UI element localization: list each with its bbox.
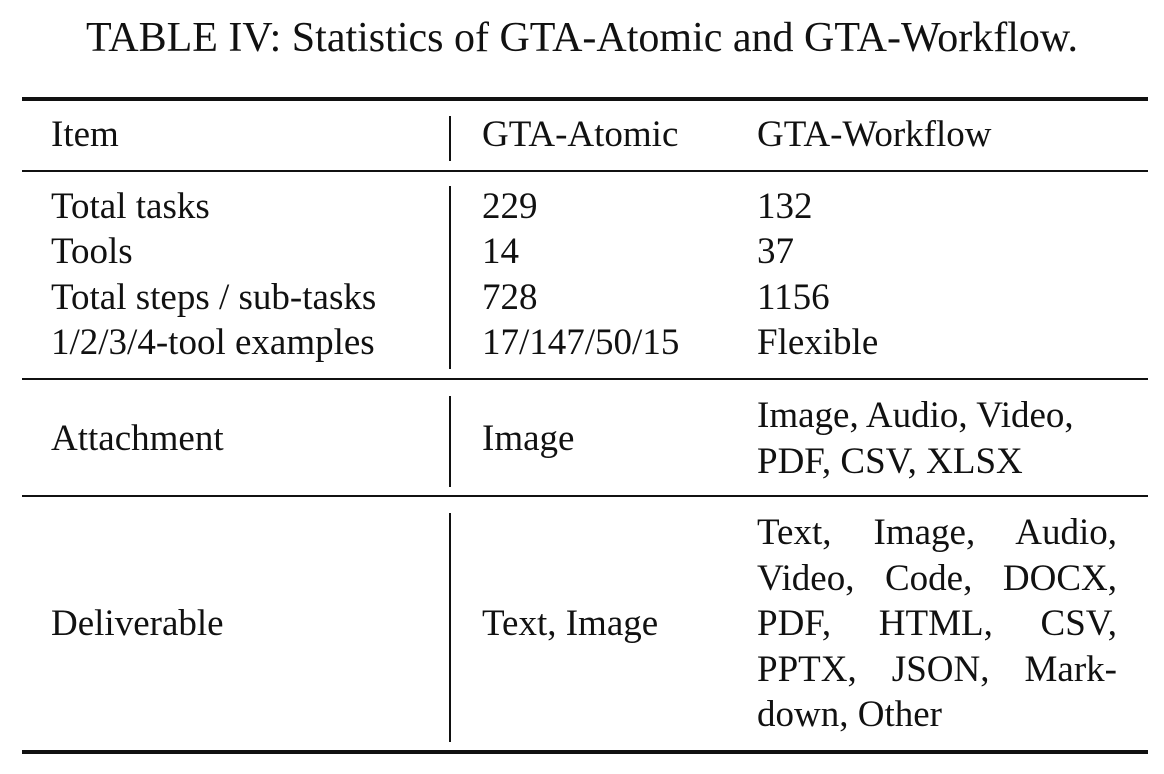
column-separator-attachment <box>449 396 451 487</box>
deliverable-gta-workflow-line: PPTX, JSON, Mark- <box>757 649 1117 690</box>
header-item: Item <box>51 114 119 155</box>
deliverable-label: Deliverable <box>51 603 224 644</box>
gta-workflow-value: Flexible <box>757 322 879 363</box>
attachment-label: Attachment <box>51 418 224 459</box>
attachment-gta-workflow-line: PDF, CSV, XLSX <box>757 441 1023 482</box>
gta-atomic-value: 728 <box>482 277 538 318</box>
column-separator-counts <box>449 186 451 369</box>
header-rule <box>22 170 1148 172</box>
column-separator-header <box>449 116 451 161</box>
gta-atomic-value: 17/147/50/15 <box>482 322 680 363</box>
bottom-rule <box>22 750 1148 754</box>
gta-workflow-value: 37 <box>757 231 794 272</box>
deliverable-gta-atomic: Text, Image <box>482 603 659 644</box>
top-rule <box>22 97 1148 101</box>
deliverable-gta-workflow-line: PDF, HTML, CSV, <box>757 603 1117 644</box>
row-label: Total tasks <box>51 186 210 227</box>
row-label: Total steps / sub-tasks <box>51 277 377 318</box>
attachment-gta-workflow-line: Image, Audio, Video, <box>757 395 1074 436</box>
section-rule-2 <box>22 495 1148 497</box>
column-separator-deliverable <box>449 513 451 742</box>
header-gta-workflow: GTA-Workflow <box>757 114 992 155</box>
deliverable-gta-workflow-line: Video, Code, DOCX, <box>757 558 1117 599</box>
row-label: 1/2/3/4-tool examples <box>51 322 375 363</box>
deliverable-gta-workflow-line: down, Other <box>757 694 942 735</box>
deliverable-gta-workflow-line: Text, Image, Audio, <box>757 512 1117 553</box>
header-gta-atomic: GTA-Atomic <box>482 114 679 155</box>
gta-atomic-value: 14 <box>482 231 519 272</box>
attachment-gta-atomic: Image <box>482 418 575 459</box>
section-rule-1 <box>22 378 1148 380</box>
gta-workflow-value: 1156 <box>757 277 830 318</box>
row-label: Tools <box>51 231 133 272</box>
gta-atomic-value: 229 <box>482 186 538 227</box>
gta-workflow-value: 132 <box>757 186 813 227</box>
table-caption: TABLE IV: Statistics of GTA-Atomic and GTA-Workflow. <box>85 15 1078 61</box>
